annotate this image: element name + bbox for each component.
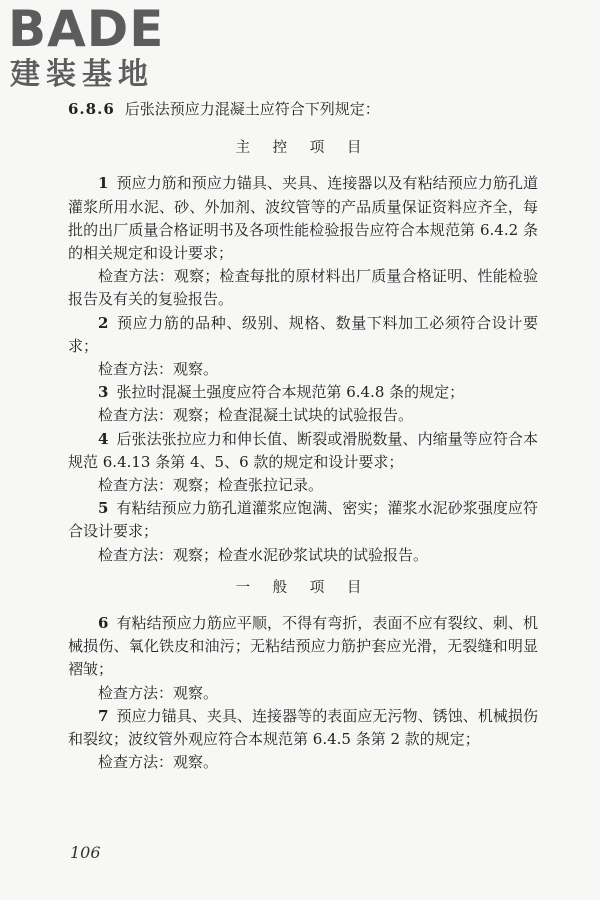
- main-control-heading: 主 控 项 目: [235, 140, 371, 157]
- general-items-heading: 一 般 项 目: [235, 579, 371, 596]
- page-content: [68, 98, 538, 774]
- item-text: 后张法张拉应力和伸长值、断裂或滑脱数量、内缩量等应符合本规范 6.4.13 条第 4、5、6 款的规定和设计要求；: [68, 429, 538, 471]
- bade-logo: [8, 2, 178, 94]
- check-method: 检查方法：观察。: [98, 753, 219, 772]
- list-item: [68, 312, 538, 358]
- item-number: 7: [98, 706, 109, 725]
- item-number: 5: [98, 499, 109, 518]
- item-text: 有粘结预应力筋应平顺，不得有弯折，表面不应有裂纹、刺、机械损伤、氧化铁皮和油污；无粘结预应力筋护套应光滑，无裂缝和明显褶皱；: [68, 614, 538, 679]
- page-number: 106: [70, 843, 101, 862]
- logo-wordmark: BADE: [8, 0, 165, 58]
- item-number: 2: [98, 313, 109, 332]
- check-method: 检查方法：观察。: [98, 360, 219, 379]
- check-method: 检查方法：观察；检查每批的原材料出厂质量合格证明、性能检验报告及有关的复验报告。: [68, 267, 538, 309]
- check-method: 检查方法：观察；检查水泥砂浆试块的试验报告。: [98, 545, 429, 564]
- item-number: 4: [98, 429, 109, 448]
- list-item: [68, 381, 538, 404]
- list-item: [68, 428, 538, 474]
- item-text: 有粘结预应力筋孔道灌浆应饱满、密实；灌浆水泥砂浆强度应符合设计要求；: [68, 499, 538, 541]
- section-title: 后张法预应力混凝土应符合下列规定：: [124, 100, 380, 118]
- section-heading: [68, 98, 538, 121]
- main-items-list: [68, 172, 538, 566]
- list-item: [68, 612, 538, 682]
- general-items-list: [68, 612, 538, 774]
- item-number: 3: [98, 383, 109, 402]
- section-number: 6.8.6: [68, 100, 115, 118]
- check-method: 检查方法：观察；检查混凝土试块的试验报告。: [98, 406, 414, 425]
- item-text: 张拉时混凝土强度应符合本规范第 6.4.8 条的规定；: [116, 383, 465, 402]
- logo-subtitle: 建装基地: [10, 57, 154, 92]
- list-item: [68, 172, 538, 265]
- check-method: 检查方法：观察；检查张拉记录。: [98, 476, 324, 495]
- item-number: 1: [98, 174, 109, 193]
- item-text: 预应力筋的品种、级别、规格、数量下料加工必须符合设计要求；: [68, 313, 538, 355]
- item-text: 预应力筋和预应力锚具、夹具、连接器以及有粘结预应力筋孔道灌浆所用水泥、砂、外加剂、波纹管等的产品质量保证资料应齐全，每批的出厂质量合格证明书及各项性能检验报告应符合本规范第 6.4.2 条的相关规定和设计要求；: [68, 174, 538, 263]
- item-text: 预应力锚具、夹具、连接器等的表面应无污物、锈蚀、机械损伤和裂纹；波纹管外观应符合本规范第 6.4.5 条第 2 款的规定；: [68, 706, 538, 749]
- list-item: [68, 705, 538, 751]
- list-item: [68, 497, 538, 543]
- item-number: 6: [98, 614, 109, 633]
- check-method: 检查方法：观察。: [98, 683, 219, 702]
